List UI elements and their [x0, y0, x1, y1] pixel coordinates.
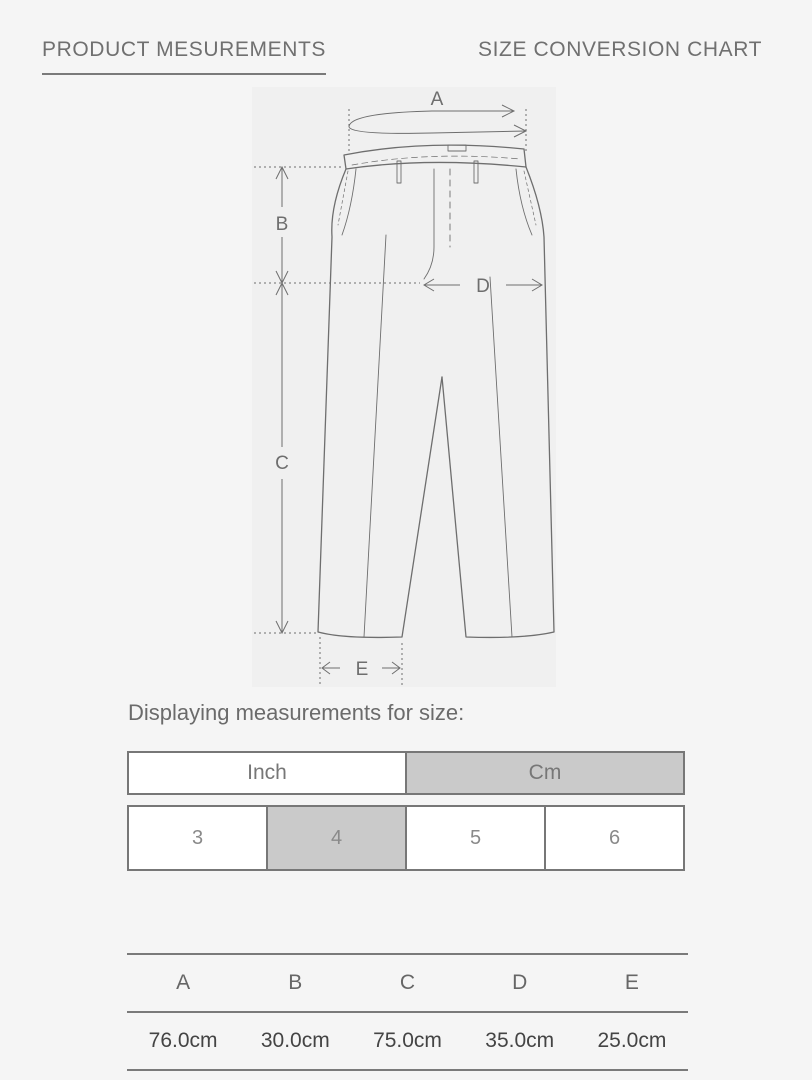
- pants-measurement-diagram: [252, 87, 556, 687]
- table-bottom-rule: [127, 1069, 688, 1071]
- tab-bar: [0, 0, 812, 80]
- label-a: A: [430, 89, 444, 110]
- diagram-background: [252, 87, 556, 687]
- value-e: 25.0cm: [597, 1029, 667, 1052]
- header-d: D: [512, 971, 528, 994]
- value-b: 30.0cm: [260, 1029, 330, 1052]
- label-d: D: [476, 276, 490, 297]
- value-d: 35.0cm: [485, 1029, 555, 1052]
- header-b: B: [288, 971, 303, 994]
- pants-diagram-svg: [252, 87, 556, 687]
- header-a: A: [176, 971, 191, 994]
- tab-product-measurements[interactable]: PRODUCT MESUREMENTS: [42, 38, 327, 61]
- size-option-6[interactable]: 6: [544, 807, 683, 869]
- size-option-3[interactable]: 3: [129, 807, 266, 869]
- value-c: 75.0cm: [373, 1029, 442, 1052]
- label-b: B: [275, 214, 289, 235]
- unit-inch-button[interactable]: Inch: [129, 753, 405, 793]
- measurements-table: [127, 953, 688, 1071]
- header-c: C: [399, 971, 416, 994]
- size-selector: [127, 805, 685, 871]
- size-option-5[interactable]: 5: [405, 807, 544, 869]
- table-values-row: [127, 1013, 688, 1069]
- active-tab-indicator: [42, 73, 326, 75]
- size-option-4[interactable]: 4: [266, 807, 405, 869]
- label-c: C: [275, 453, 289, 474]
- tab-size-conversion-chart[interactable]: SIZE CONVERSION CHART: [478, 38, 763, 61]
- unit-cm-button[interactable]: Cm: [405, 753, 683, 793]
- table-header-row: [127, 955, 688, 1011]
- unit-toggle: [127, 751, 685, 795]
- size-caption: Displaying measurements for size:: [128, 700, 465, 725]
- header-e: E: [624, 971, 639, 994]
- value-a: 76.0cm: [148, 1029, 218, 1052]
- label-e: E: [355, 659, 369, 680]
